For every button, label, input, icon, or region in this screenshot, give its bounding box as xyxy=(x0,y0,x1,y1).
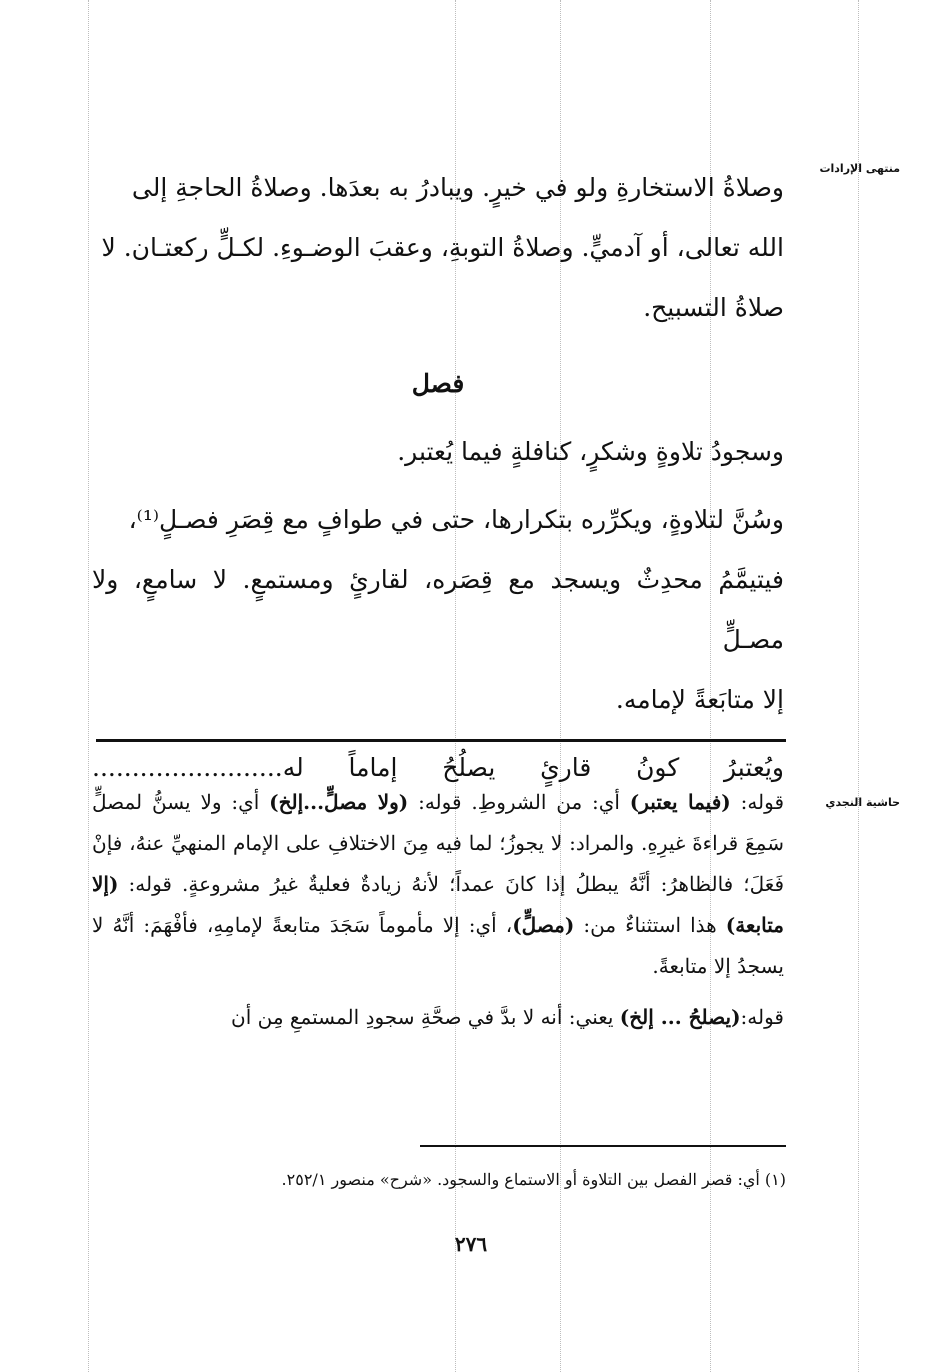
main-line: فيتيمَّمُ محدِثٌ ويسجد مع قِصَره، لقارئٍ ومستمعٍ. لا سامعٍ، ولا مصـلٍّ xyxy=(92,565,784,654)
main-line: صلاةُ التسبيح. xyxy=(643,293,784,322)
main-line: وسُنَّ لتلاوةٍ، ويكرِّره بتكرارها، حتى في طوافٍ مع قِصَرِ فصـلٍ⁽¹⁾، xyxy=(128,505,784,534)
side-label-main: منتهى الإرادات xyxy=(819,162,900,175)
commentary-text: هذا استثناءٌ من: xyxy=(583,913,717,937)
footnote-divider xyxy=(420,1145,786,1147)
commentary-paragraph xyxy=(92,997,784,1038)
scan-artifact-line xyxy=(88,0,89,1372)
main-line: ويُعتبرُ كونُ قارئٍ يصلُحُ إماماً له........................ xyxy=(92,753,784,782)
page-number: ٢٧٦ xyxy=(454,1232,488,1256)
quoted-term: (فيما يعتبر) xyxy=(629,790,731,814)
footnote: (١) أي: قصر الفصل بين التلاوة أو الاستماع والسجود. «شرح» منصور ٢٥٢/١. xyxy=(281,1170,786,1189)
commentary-text: أي: ولا يسنُّ لمصلٍّ سَمِعَ قراءةَ غيرِهِ. والمراد: لا يجوزُ؛ لما فيه مِنَ الاختلافِ على الإمام المنهيِّ عنهُ، فإنْ فَعَلَ؛ فالظاهرُ: أنَّهُ يبطلُ إذا كانَ عمداً؛ لأنهُ زيادةٌ فعليةٌ غيرُ مشروعةٍ. قوله: xyxy=(92,790,785,896)
main-line: إلا متابَعةً لإمامه. xyxy=(615,685,784,714)
commentary-text: أي: من الشروطِ. قوله: xyxy=(418,790,620,814)
commentary-text: قوله: xyxy=(740,1005,784,1029)
commentary-block xyxy=(92,782,784,1038)
main-line: الله تعالى، أو آدميٍّ. وصلاةُ التوبةِ، وعقبَ الوضـوءِ. لكـلٍّ ركعتـان. لا xyxy=(101,233,784,262)
commentary-text: قوله: xyxy=(740,790,785,814)
main-paragraph: وسجودُ تلاوةٍ وشكرٍ، كنافلةٍ فيما يُعتبر. xyxy=(397,437,784,466)
side-label-commentary: حاشية النجدي xyxy=(825,796,900,809)
section-title: فصل xyxy=(411,369,465,398)
main-text-block xyxy=(92,158,784,798)
commentary-paragraph xyxy=(92,782,784,987)
quoted-term: (إلا متابعة) xyxy=(92,872,784,937)
main-line: وصلاةُ الاستخارةِ ولو في خيرٍ. ويبادرُ به بعدَها. وصلاةُ الحاجةِ إلى xyxy=(131,173,784,202)
scan-artifact-line xyxy=(858,0,859,1372)
quoted-term: (ولا مصلٍّ...إلخ) xyxy=(269,790,409,814)
quoted-term: (مصلٍّ) xyxy=(512,913,575,937)
commentary-text: ، أي: إلا مأموماً سَجَدَ متابعةً لإمامِهِ، فأفْهَمَ: أنَّهُ لا يسجدُ إلا متابعةً. xyxy=(92,913,784,978)
commentary-text: يعني: أنه لا بدَّ في صحَّةِ سجودِ المستمعِ مِن أن xyxy=(231,1005,614,1029)
section-divider xyxy=(96,739,786,742)
quoted-term: (يصلحُ ... إلخ) xyxy=(619,1005,741,1029)
